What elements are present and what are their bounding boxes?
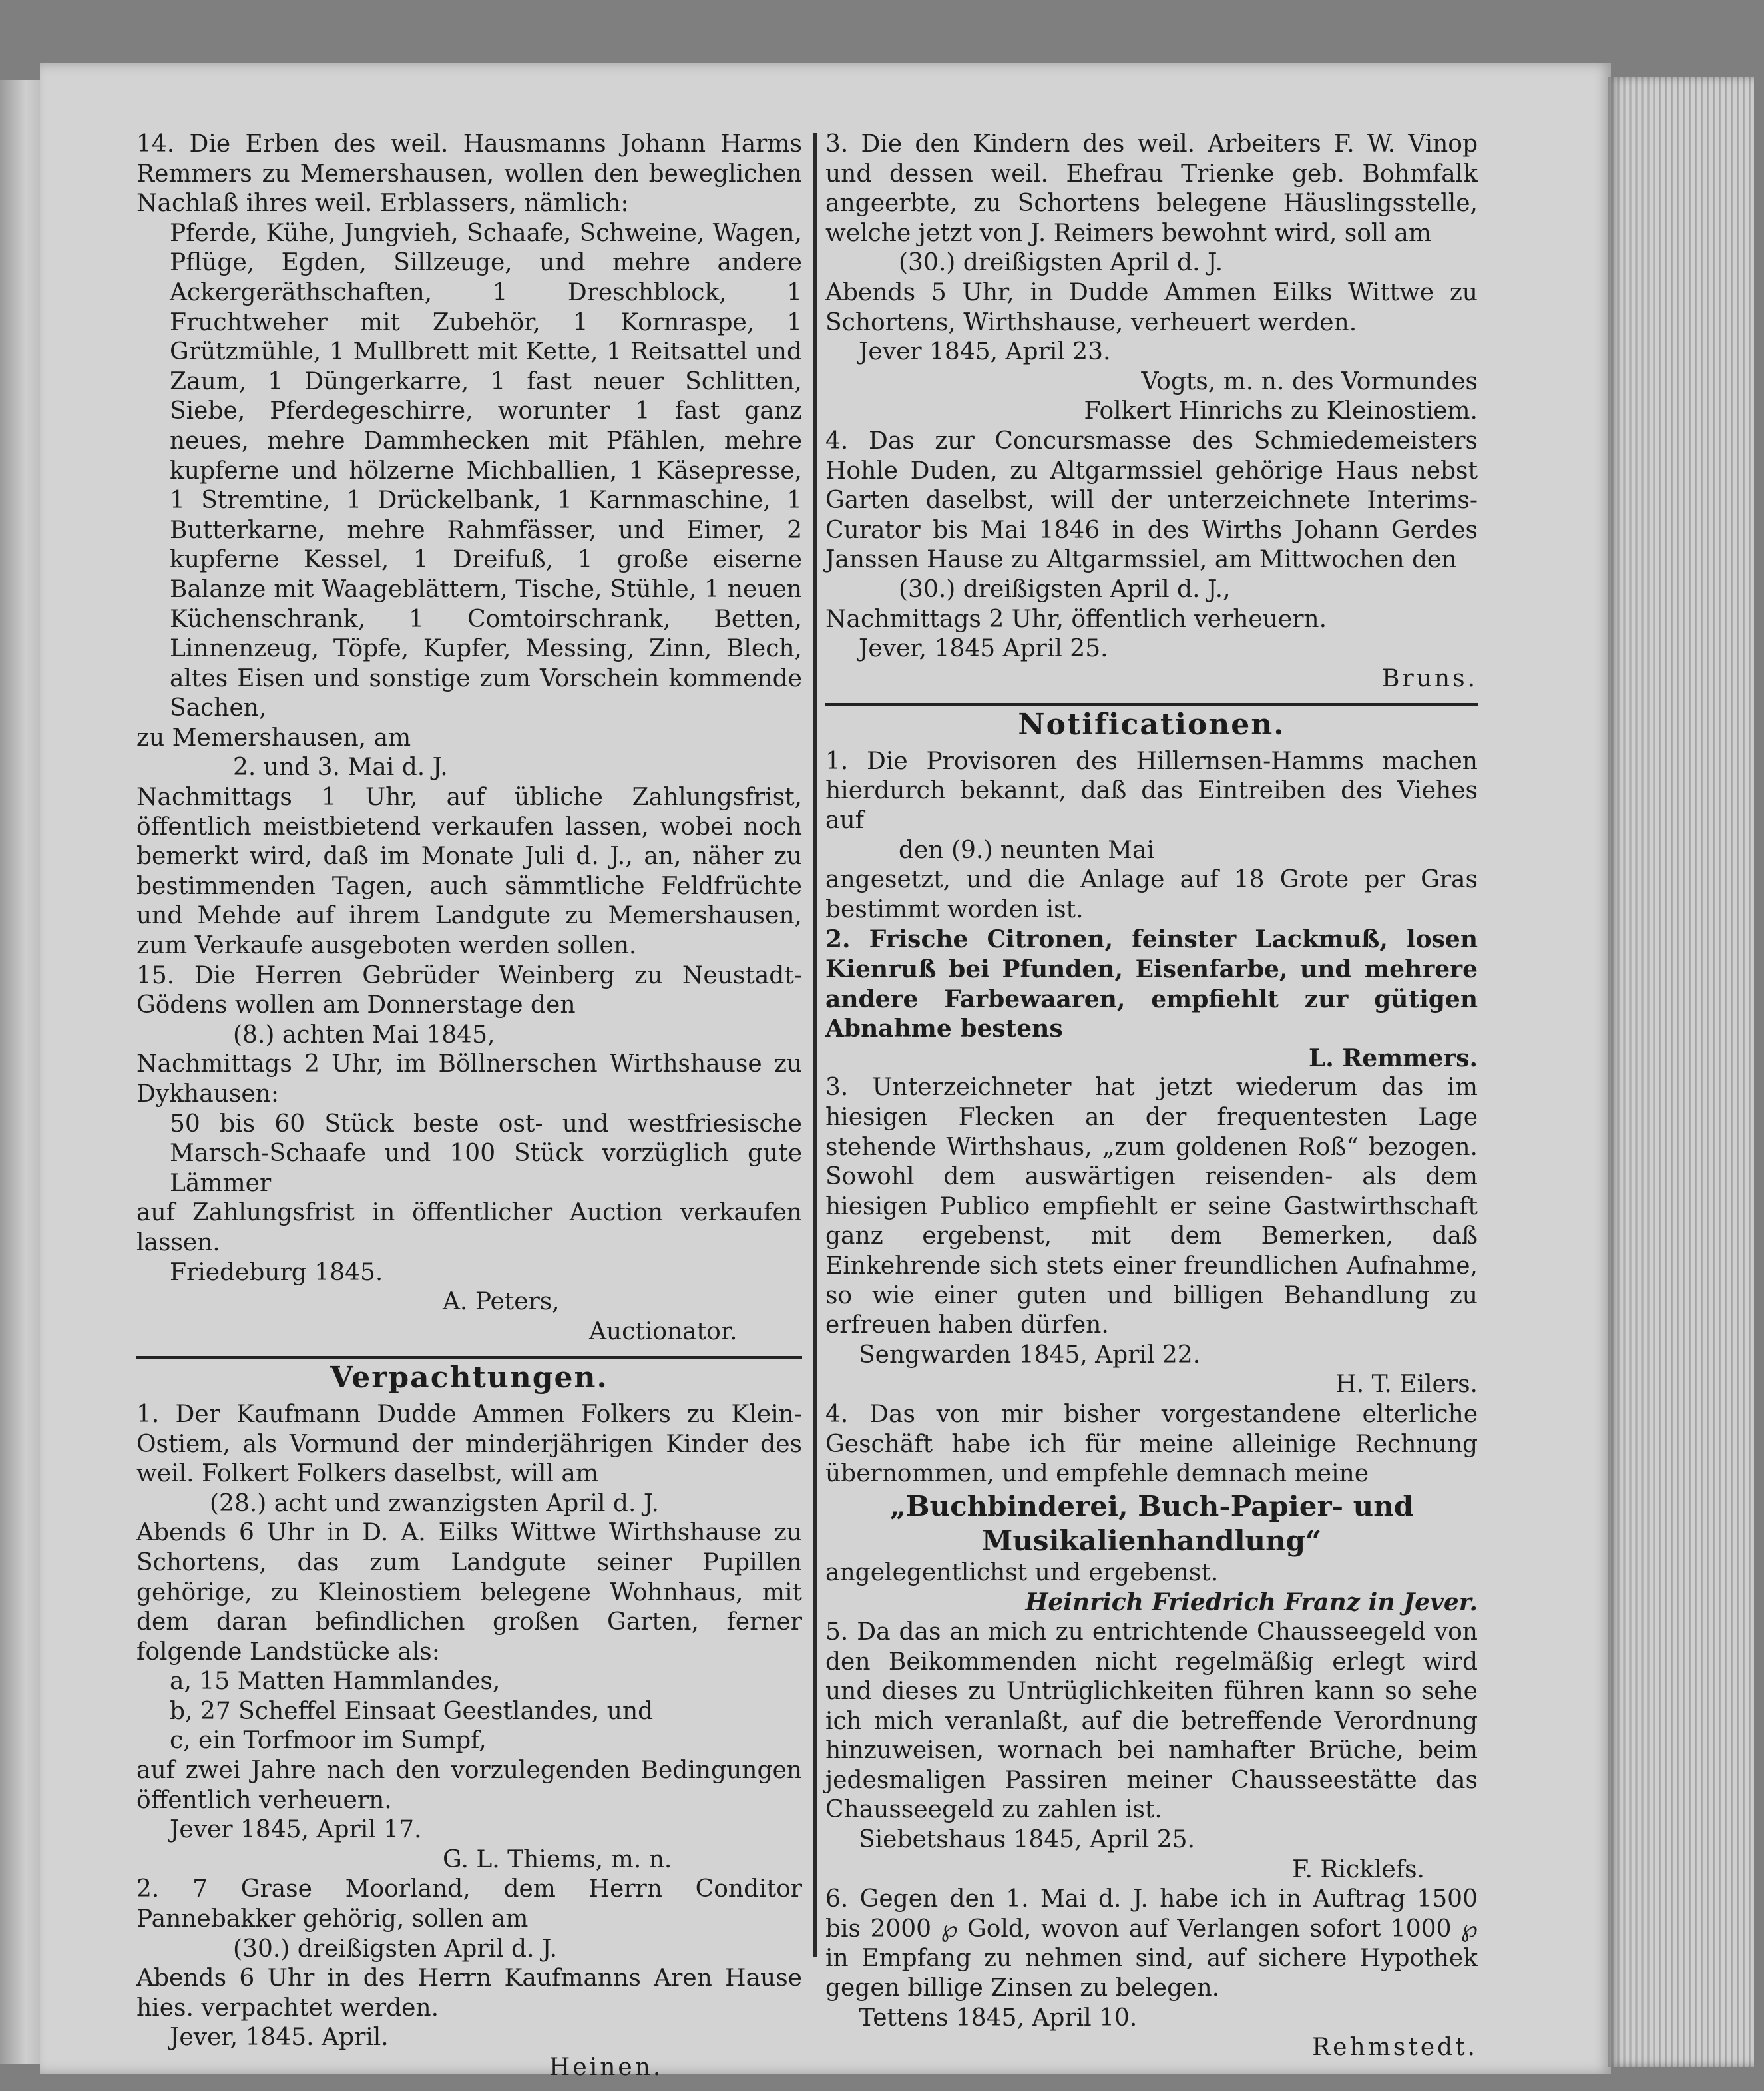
verpachtung-1-item-a: a, 15 Matten Hammlandes, xyxy=(170,1668,501,1696)
notification-1-date: den (9.) neunten Mai xyxy=(899,836,1154,864)
verpachtung-2-text: Abends 6 Uhr in des Herrn Kaufmanns Aren Hause hies. verpachtet werden. xyxy=(136,1965,802,2022)
right-notice-4-intro: 4. Das zur Concursmasse des Schmiedemeisters Hohle Duden, zu Altgarmssiel gehörige Haus nebst Garten daselbst, will der unterzeichnete Interims-Curator bis Mai 1846 in des Wirths Johann Gerdes Janssen Hause zu Altgarmssiel, am Mittwochen den xyxy=(825,427,1478,574)
verpachtung-1-intro: 1. Der Kaufmann Dudde Ammen Folkers zu Klein-Ostiem, als Vormund der minderjährigen Kinder des weil. Folkert Folkers daselbst, will am xyxy=(136,1400,802,1488)
notice-14-text: Nachmittags 1 Uhr, auf übliche Zahlungsfrist, öffentlich meistbietend verkaufen lassen, wobei noch bemerkt wird, daß im Monate Juli d. J., an, näher zu bestimmenden Tagen, auch sämmtliche Feldfrüchte und Mehde auf ihrem Landgute zu Memershausen, zum Verkaufe ausgeboten werden sollen. xyxy=(136,784,802,960)
verpachtung-1-text2: auf zwei Jahre nach den vorzulegenden Bedingungen öffentlich verheuern. xyxy=(136,1757,802,1814)
verpachtung-1-date: (28.) acht und zwanzigsten April d. J. xyxy=(210,1489,659,1517)
notice-15-place-date: Friedeburg 1845. xyxy=(170,1258,383,1286)
notice-14-date: 2. und 3. Mai d. J. xyxy=(233,754,448,782)
notice-14-intro: 14. Die Erben des weil. Hausmanns Johann Harms Remmers zu Memershausen, wollen den beweglichen Nachlaß ihres weil. Erblassers, nämlich: xyxy=(136,130,802,218)
notice-15-text1: Nachmittags 2 Uhr, im Böllnerschen Wirthshause zu Dykhausen: xyxy=(136,1050,802,1108)
notice-15-signature-title: Auctionator. xyxy=(589,1317,738,1345)
right-column xyxy=(825,130,1478,2063)
right-notice-4-place-date: Jever, 1845 April 25. xyxy=(859,635,1108,663)
verpachtung-2-signature: Heinen. xyxy=(549,2054,664,2081)
right-notice-4-signature: Bruns. xyxy=(1382,664,1478,692)
notification-3-signature: H. T. Eilers. xyxy=(1335,1371,1478,1399)
notification-5-text: 5. Da das an mich zu entrichtende Chausseegeld von den Beikommenden nicht regelmäßig erlegt wird und dieses zu Untrüglichkeiten führen kann so sehe ich mich veranlaßt, auf die betreffende Verordnung hinzuweisen, wornach bei namhafter Brüche, beim jedesmaligen Passiren meiner Chausseestätte das Chausseegeld zu zahlen ist. xyxy=(825,1618,1478,1824)
notification-6-text: 6. Gegen den 1. Mai d. J. habe ich in Auftrag 1500 bis 2000 ℘ Gold, wovon auf Verlangen sofort 1000 ℘ in Empfang zu nehmen sind, auf sichere Hypothek gegen billige Zinsen zu belegen. xyxy=(825,1885,1478,2002)
notification-6-signature: Rehmstedt. xyxy=(1312,2034,1478,2062)
notification-3-text: 3. Unterzeichneter hat jetzt wiederum das im hiesigen Flecken an der frequentesten Lage stehende Wirthshaus, „zum goldenen Roß“ bezogen. Sowohl dem auswärtigen reisenden- als dem hiesigen Publico empfiehlt er seine Gastwirthschaft ganz ergebenst, mit dem Bemerken, daß Einkehrende sich stets einer freundlichen Aufnahme, so wie einer guten und billigen Behandlung zu erfreuen haben dürfen. xyxy=(825,1074,1478,1339)
notice-14-items: Pferde, Kühe, Jungvieh, Schaafe, Schweine, Wagen, Pflüge, Egden, Sillzeuge, und mehre andere Ackergeräthschaften, 1 Dreschblock, 1 Fruchtweher mit Zubehör, 1 Kornraspe, 1 Grützmühle, 1 Mullbrett mit Kette, 1 Reitsattel und Zaum, 1 Düngerkarre, 1 fast neuer Schlitten, Siebe, Pferdegeschirre, worunter 1 fast ganz neues, mehre Dammhecken mit Pfählen, mehre kupferne und hölzerne Michballien, 1 Käsepresse, 1 Stremtine, 1 Drückelbank, 1 Karnmaschine, 1 Butterkarne, mehre Rahmfässer, und Eimer, 2 kupferne Kessel, 1 Dreifuß, 1 große eiserne Balanze mit Waageblättern, Tische, Stühle, 1 neuen Küchenschrank, 1 Comtoirschrank, Betten, Linnenzeug, Töpfe, Kupfer, Messing, Zinn, Blech, altes Eisen und sonstige zum Vorschein kommende Sachen, xyxy=(170,219,802,722)
right-notice-3-place-date: Jever 1845, April 23. xyxy=(859,338,1111,366)
section-rule-verpachtungen xyxy=(136,1356,802,1359)
notification-1-intro: 1. Die Provisoren des Hillernsen-Hamms machen hierdurch bekannt, daß das Eintreiben des Viehes auf xyxy=(825,747,1478,835)
right-notice-3-signature2: Folkert Hinrichs zu Kleinostiem. xyxy=(1084,397,1478,425)
notification-5-place-date: Siebetshaus 1845, April 25. xyxy=(859,1826,1196,1854)
heading-notificationen: Notificationen. xyxy=(1018,708,1285,742)
heading-verpachtungen: Verpachtungen. xyxy=(330,1361,608,1395)
verpachtung-2-date: (30.) dreißigsten April d. J. xyxy=(233,1935,558,1963)
page-edges-right xyxy=(1608,77,1754,2067)
notification-1-text: angesetzt, und die Anlage auf 18 Grote per Gras bestimmt worden ist. xyxy=(825,866,1478,923)
verpachtung-2-place-date: Jever, 1845. April. xyxy=(170,2024,389,2052)
notification-6-place-date: Tettens 1845, April 10. xyxy=(859,2004,1138,2032)
right-notice-4-date: (30.) dreißigsten April d. J., xyxy=(899,575,1231,603)
left-column xyxy=(136,130,802,2083)
notice-14-place: zu Memershausen, am xyxy=(136,724,411,752)
column-divider xyxy=(813,133,817,1957)
right-notice-3-intro: 3. Die den Kindern des weil. Arbeiters F. W. Vinop und dessen weil. Ehefrau Trienke geb. Bohmfalk angeerbte, zu Schortens belegene Häuslingsstelle, welche jetzt von J. Reimers bewohnt wird, soll am xyxy=(825,130,1478,247)
notification-5-signature: F. Ricklefs. xyxy=(1292,1855,1425,1883)
notification-4-text: 4. Das von mir bisher vorgestandene elterliche Geschäft habe ich für meine alleinige Rechnung übernommen, und empfehle demnach meine xyxy=(825,1400,1478,1488)
verpachtung-1-text: Abends 6 Uhr in D. A. Eilks Wittwe Wirthshause zu Schortens, das zum Landgute seiner Pupillen gehörige, zu Kleinostiem belegene Wohnhaus, mit dem daran befindlichen großen Garten, ferner folgende Landstücke als: xyxy=(136,1519,802,1666)
verpachtung-1-place-date: Jever 1845, April 17. xyxy=(170,1816,422,1844)
notice-15-signature: A. Peters, xyxy=(443,1288,560,1316)
right-notice-3-text: Abends 5 Uhr, in Dudde Ammen Eilks Wittwe zu Schortens, Wirthshause, verheuert werden. xyxy=(825,278,1478,336)
verpachtung-2-intro: 2. 7 Grase Moorland, dem Herrn Conditor Pannebakker gehörig, sollen am xyxy=(136,1875,802,1933)
notification-4-signature: Heinrich Friedrich Franz in Jever. xyxy=(1025,1588,1478,1617)
verpachtung-1-item-c: c, ein Torfmoor im Sumpf, xyxy=(170,1727,487,1755)
right-notice-3-date: (30.) dreißigsten April d. J. xyxy=(899,249,1223,277)
verpachtung-1-signature: G. L. Thiems, m. n. xyxy=(443,1845,672,1873)
right-notice-3-signature1: Vogts, m. n. des Vormundes xyxy=(1141,367,1478,395)
notification-2-signature: L. Remmers. xyxy=(1308,1044,1478,1072)
verpachtung-1-item-b: b, 27 Scheffel Einsaat Geestlandes, und xyxy=(170,1697,654,1725)
notice-15-items: 50 bis 60 Stück beste ost- und westfriesische Marsch-Schaafe und 100 Stück vorzüglich gute Lämmer xyxy=(170,1110,802,1197)
notice-15-intro: 15. Die Herren Gebrüder Weinberg zu Neustadt-Gödens wollen am Donnerstage den xyxy=(136,961,802,1019)
notification-2-text: 2. Frische Citronen, feinster Lackmuß, losen Kienruß bei Pfunden, Eisenfarbe, und mehrere andere Farbewaaren, empfiehlt zur gütigen Abnahme bestens xyxy=(825,925,1478,1043)
notification-4-text2: angelegentlichst und ergebenst. xyxy=(825,1558,1219,1586)
section-rule-notificationen xyxy=(825,703,1478,706)
right-notice-4-text: Nachmittags 2 Uhr, öffentlich verheuern. xyxy=(825,605,1327,633)
notice-15-date: (8.) achten Mai 1845, xyxy=(233,1021,495,1048)
notification-4-business: „Buchbinderei, Buch-Papier- und Musikalienhandlung“ xyxy=(889,1489,1414,1557)
notification-3-place-date: Sengwarden 1845, April 22. xyxy=(859,1341,1201,1369)
notice-15-text2: auf Zahlungsfrist in öffentlicher Auction verkaufen lassen. xyxy=(136,1199,802,1256)
